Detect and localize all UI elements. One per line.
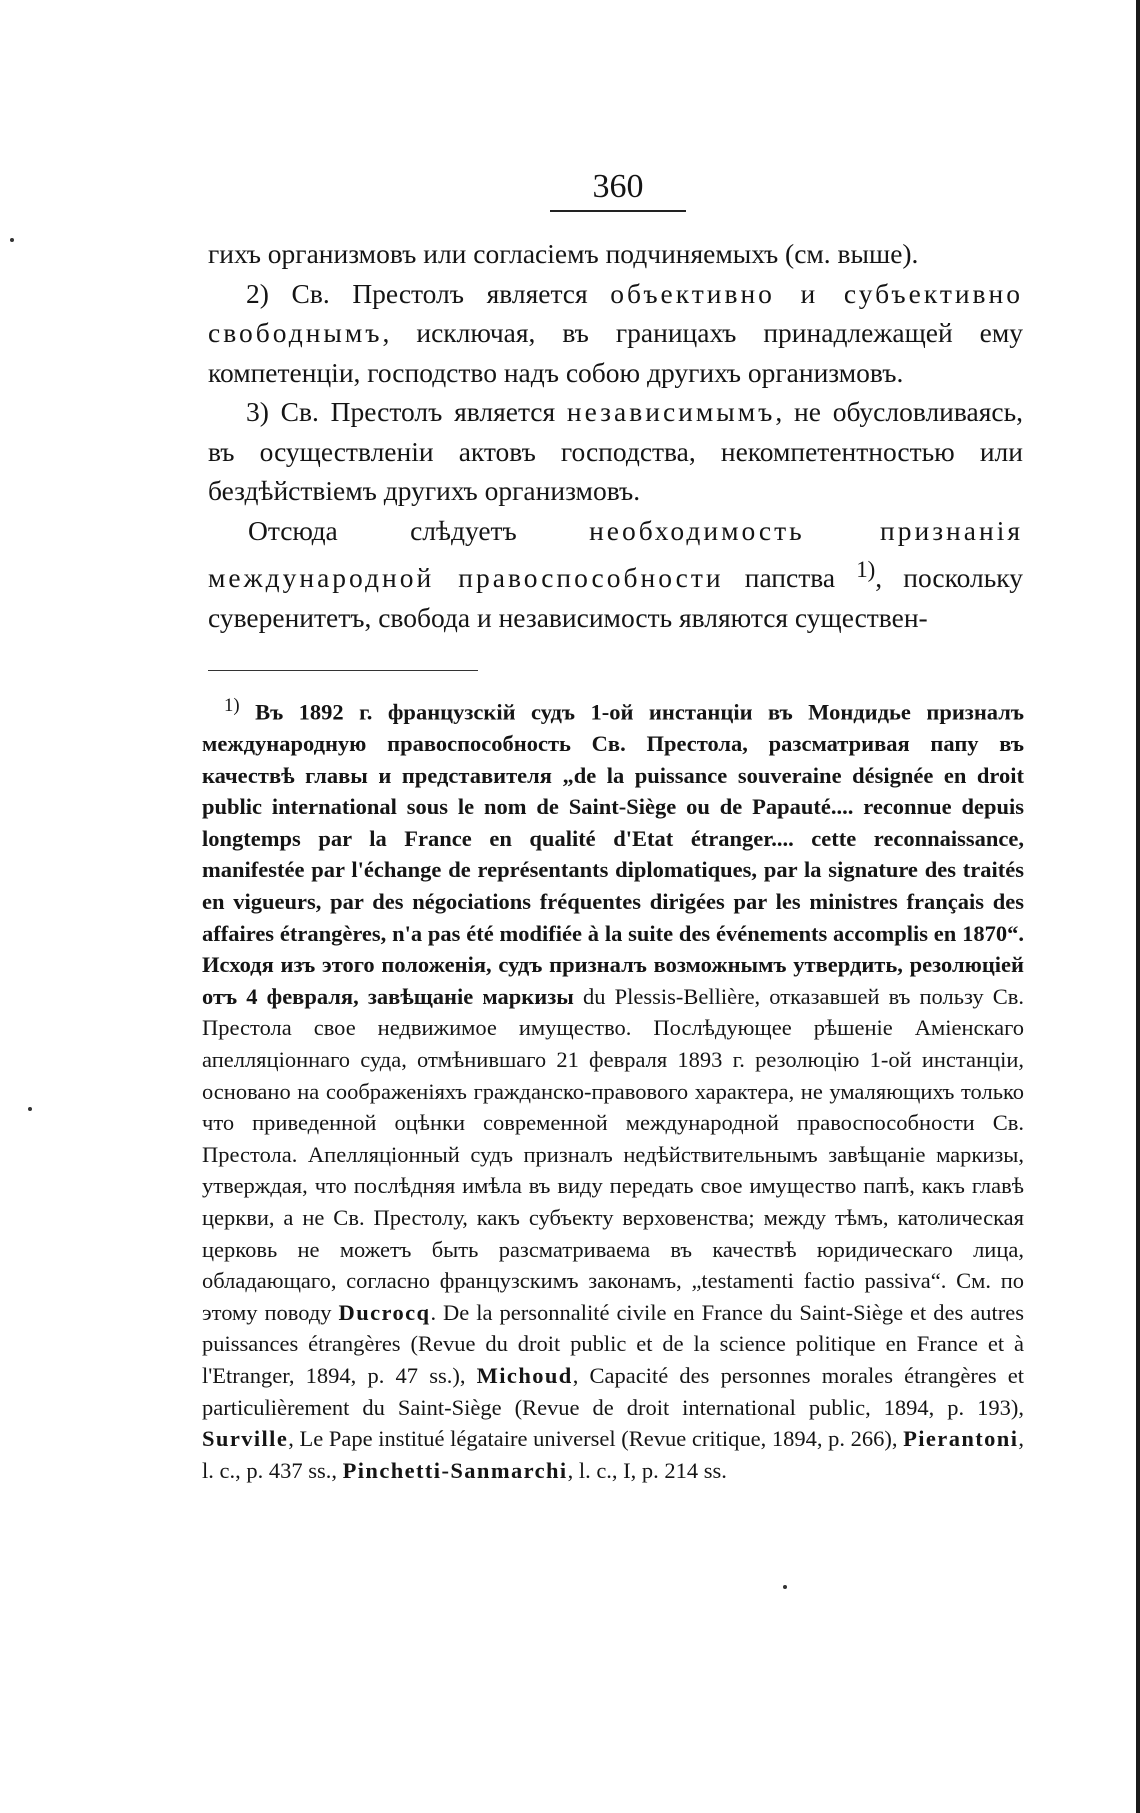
p2-emphasis: объективно и субъективно свободнымъ <box>208 277 1023 348</box>
footnote-separator <box>208 670 478 671</box>
footnote-1 <box>202 690 1024 1486</box>
paragraph-3 <box>208 392 1023 511</box>
footnote-text-5: , Capacité des personnes morales étrangères et particulièrement du Saint-Siège (Revue de droit international public, 1894, p. 193), <box>202 1362 1024 1420</box>
footnote-text-3: du Plessis-Bellière, отказавшей въ пользу Св. Престола свое недвижимое имущество. Послѣдующее рѣшеніе Аміенскаго апелляціоннаго суда, отмѣнившаго 21 февраля 1893 г. резолюцію 1-ой инстанціи, основано на соображеніяхъ гражданско-правового характера, не умаляющихъ только что приведенной оцѣнки современной международной правоспособности Св. Престола. Апелляціонный судъ призналъ недѣйствительнымъ завѣщаніе маркизы, утверждая, что послѣдняя имѣла въ виду передать свое имущество папѣ, какъ главѣ церкви, а не Св. Престолу, какъ субъекту верховенства; между тѣмъ, католическая церковь не можетъ быть разсматриваема въ качествѣ юридическаго лица, обладающаго, согласно французскимъ законамъ, „testamenti factio passiva“. См. по этому поводу <box>202 983 1024 1325</box>
p2-text-end: , исключая, въ границахъ принадлежащей ему компетенціи, господство надъ собою другихъ организмовъ. <box>208 317 1023 388</box>
p4-emphasis: необходимость признанія международной правоспособности <box>208 514 1023 594</box>
p4-text-start: Отсюда слѣдуетъ <box>248 514 590 546</box>
main-text <box>208 234 1023 637</box>
footnote-block <box>202 690 1024 1486</box>
footnote-author-1: Ducrocq <box>338 1299 431 1325</box>
footnote-text-2: Исходя изъ этого положенія, судъ призналъ возможнымъ утвердить, резолюціей отъ 4 февраля, завѣщаніе маркизы <box>202 952 1024 1009</box>
paragraph-continuation <box>208 234 1023 274</box>
scan-page-edge <box>1136 0 1140 1813</box>
p3-emphasis: независимымъ <box>566 396 776 427</box>
paragraph-2 <box>208 274 1023 393</box>
continuation-text: гихъ организмовъ или согласіемъ подчиняемыхъ (см. выше). <box>208 238 919 269</box>
footnote-text-7: , l. c., p. 437 ss., <box>202 1426 1024 1483</box>
footnote-text-6: , Le Pape institué légataire universel (Revue critique, 1894, p. 266), <box>288 1426 904 1452</box>
footnote-author-3: Surville <box>202 1426 289 1452</box>
p3-text-end: , не обусловливаясь, въ осуществленіи актовъ господства, некомпетентностью или бездѣйствіемъ другихъ организмовъ. <box>208 396 1023 506</box>
footnote-reference: 1) <box>856 557 876 582</box>
footnote-author-2: Michoud <box>476 1362 573 1388</box>
page-number: 360 <box>592 168 644 205</box>
p4-text-end: , поскольку суверенитетъ, свобода и независимость являются существен- <box>208 562 1023 633</box>
footnote-marker: 1) <box>224 695 240 716</box>
footnote-text-4: . De la personnalité civile en France du Saint-Siège et des autres puissances étrangères (Revue du droit public et de la science politique en France et à l'Etranger, 1894, p. 47 ss.), <box>202 1299 1024 1388</box>
scan-speck <box>783 1585 787 1589</box>
scan-speck <box>10 238 14 242</box>
p3-text-start: 3) Св. Престолъ является <box>246 396 567 427</box>
page-number-underline <box>550 210 686 212</box>
footnote-text-8: , l. c., I, p. 214 ss. <box>567 1457 727 1483</box>
p2-text-start: 2) Св. Престолъ является <box>246 277 611 309</box>
footnote-author-5: Pinchetti-Sanmarchi <box>342 1457 568 1483</box>
footnote-text-1: Въ 1892 г. французскій судъ 1-ой инстанціи въ Мондидье призналъ международную правоспособность Св. Престола, разсматривая папу въ качествѣ главы и представителя „de la puissance souveraine désignée en droit public international sous le nom de Saint-Siège ou de Papauté.... reconnue depuis longtemps par la France en qualité d'Etat étranger.... cette reconnaissance, manifestée par l'échange de représentants diplomatiques, par la signature des traités en vigueurs, par des négociations fréquentes dirigées par les ministres français des affaires étrangères, n'a pas été modifiée à la suite des événements accomplis en 1870“. <box>202 699 1024 946</box>
paragraph-4 <box>208 511 1023 638</box>
scan-speck <box>28 1107 32 1111</box>
footnote-author-4: Pierantoni <box>903 1426 1019 1452</box>
p4-text-mid: папства <box>723 562 857 594</box>
